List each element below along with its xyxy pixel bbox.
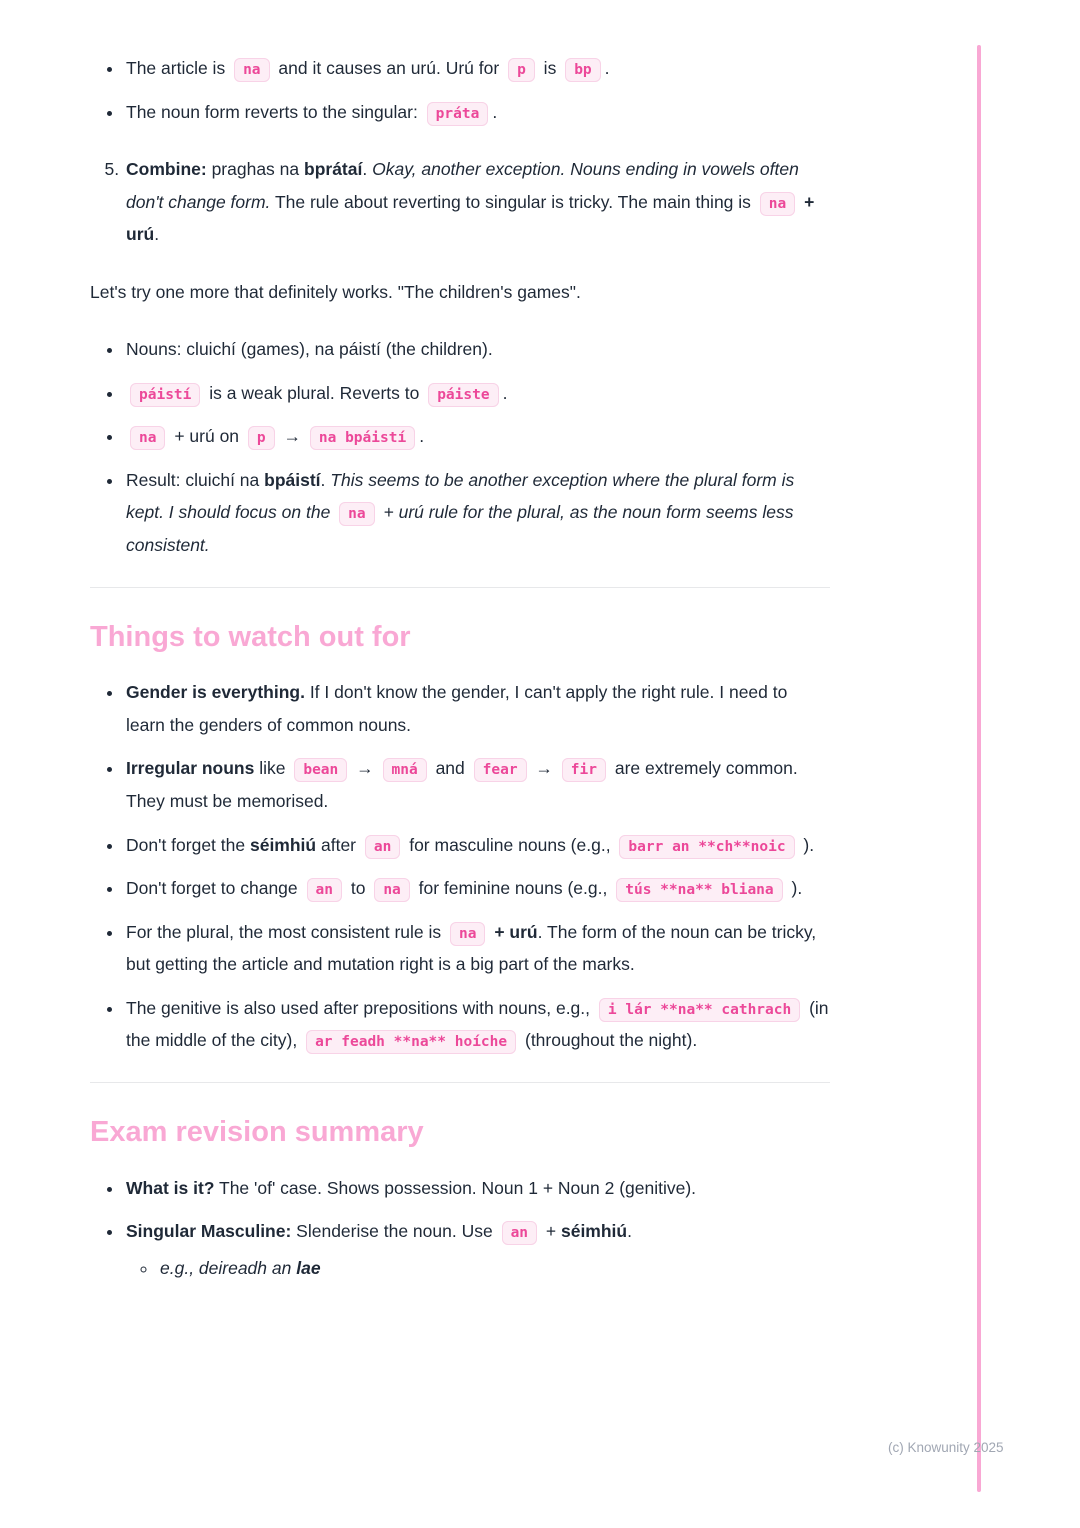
bullet-list — [90, 676, 830, 1056]
inline-code-badge: páiste — [428, 383, 498, 407]
inline-code-badge: fear — [474, 758, 527, 782]
text-run: praghas na — [206, 159, 304, 180]
text-run: Slenderise the noun. Use — [291, 1221, 498, 1242]
text-run: What is it? — [126, 1177, 215, 1198]
list-item — [124, 992, 830, 1057]
list-item — [124, 96, 830, 129]
list-item — [124, 752, 830, 817]
text-run: e.g., deireadh an — [160, 1257, 297, 1278]
text-run: Don't forget to change — [126, 878, 303, 899]
inline-code-badge: páistí — [130, 383, 200, 407]
inline-code-badge: tús **na** bliana — [616, 878, 782, 902]
text-run: + — [541, 1221, 561, 1242]
text-run: . — [419, 426, 425, 447]
text-run: + urú — [126, 191, 815, 245]
numbered-list — [90, 153, 830, 251]
section-heading: Exam revision summary — [90, 1115, 424, 1148]
text-run: . — [604, 58, 610, 78]
text-run: Nouns: cluichí (games), na páistí (the children). — [126, 339, 493, 360]
list-item — [124, 464, 830, 562]
text-run: → — [351, 758, 379, 779]
list-item — [124, 333, 830, 366]
text-run: . — [492, 101, 498, 122]
bullet-list — [90, 333, 830, 561]
list-item — [124, 420, 830, 453]
inline-code-badge: na — [130, 426, 165, 450]
text-run: is — [538, 58, 562, 78]
section-divider — [90, 1082, 830, 1083]
text-run: lae — [296, 1257, 321, 1278]
text-run: The noun form reverts to the singular: — [126, 101, 423, 122]
text-run: This seems to be another exception where the plural form is kept. I should focus on the — [126, 469, 795, 523]
text-run: . — [627, 1221, 632, 1242]
text-run: are extremely common. They must be memorised. — [126, 758, 798, 811]
text-run: after — [316, 834, 361, 855]
text-run: Combine: — [126, 159, 207, 180]
list-item — [124, 829, 830, 862]
list-item — [124, 1215, 830, 1284]
text-run: (in the middle of the city), — [126, 997, 829, 1051]
list-item — [124, 52, 830, 85]
inline-code-badge: an — [365, 835, 400, 859]
list-item — [124, 916, 830, 981]
text-run: + urú on — [169, 426, 244, 447]
inline-code-badge: ar feadh **na** hoíche — [306, 1030, 516, 1054]
inline-code-badge: i lár **na** cathrach — [599, 998, 800, 1022]
inline-code-badge: na bpáistí — [310, 426, 415, 450]
section-divider — [90, 587, 830, 588]
bullet-list — [90, 1172, 830, 1285]
text-run: . — [320, 469, 331, 490]
text-run: bpáistí — [264, 469, 321, 490]
sub-list — [126, 1252, 830, 1285]
inline-code-badge: barr an **ch**noic — [619, 835, 794, 859]
text-run: . — [154, 224, 160, 245]
bullet-list — [90, 52, 830, 128]
text-run: Gender is everything. — [126, 682, 305, 703]
text-run: Singular Masculine: — [126, 1221, 292, 1242]
text-run: ). — [798, 834, 815, 855]
text-run: . — [362, 159, 373, 180]
text-run: Let's try one more that definitely works. "The children's games". — [90, 281, 581, 302]
inline-code-badge: an — [307, 878, 342, 902]
section-heading: Things to watch out for — [90, 620, 411, 653]
text-run: The rule about reverting to singular is tricky. The main thing is — [270, 191, 756, 212]
text-run: like — [254, 758, 291, 779]
text-run: The 'of' case. Shows possession. Noun 1 + Noun 2 (genitive). — [214, 1177, 697, 1198]
text-run: Irregular nouns — [126, 758, 255, 779]
list-item — [124, 153, 830, 251]
text-run: → — [278, 426, 306, 447]
inline-code-badge: p — [508, 58, 535, 82]
text-run: for masculine nouns (e.g., — [404, 834, 616, 855]
list-item — [124, 676, 830, 741]
text-run: Result: cluichí na — [126, 469, 265, 490]
inline-code-badge: mná — [383, 758, 427, 782]
text-run: . The form of the noun can be tricky, but getting the article and mutation right is a big part of the marks. — [126, 921, 817, 975]
list-item — [124, 1172, 830, 1205]
text-run: If I don't know the gender, I can't apply the right rule. I need to learn the genders of common nouns. — [126, 682, 788, 735]
text-run: bprátaí — [304, 159, 363, 180]
text-run: Okay, another exception. Nouns ending in vowels often don't change form. — [126, 159, 799, 212]
text-run: (throughout the night). — [520, 1030, 698, 1051]
inline-code-badge: fir — [562, 758, 606, 782]
sub-list-item — [158, 1252, 830, 1285]
text-run: and — [430, 758, 470, 779]
inline-code-badge: práta — [427, 102, 489, 126]
inline-code-badge: p — [248, 426, 275, 450]
right-accent-line — [977, 45, 981, 1492]
text-run: and it causes an urú. Urú for — [273, 58, 505, 78]
inline-code-badge: na — [760, 192, 795, 216]
text-run: for feminine nouns (e.g., — [413, 878, 613, 899]
list-item — [124, 377, 830, 410]
paragraph — [90, 276, 830, 309]
text-run: ). — [786, 878, 803, 899]
inline-code-badge: bean — [294, 758, 347, 782]
text-run: + urú — [494, 921, 538, 942]
inline-code-badge: bp — [565, 58, 600, 82]
text-run: + urú rule for the plural, as the noun form seems less consistent. — [126, 502, 794, 556]
text-run: → — [530, 758, 558, 779]
inline-code-badge: na — [234, 58, 269, 82]
text-run: Don't forget the — [126, 834, 250, 855]
inline-code-badge: an — [502, 1221, 537, 1245]
inline-code-badge: na — [339, 502, 374, 526]
text-run: to — [345, 878, 371, 899]
footer-credit: (c) Knowunity 2025 — [888, 1440, 1004, 1455]
list-item — [124, 872, 830, 905]
text-run: The genitive is also used after prepositions with nouns, e.g., — [126, 997, 595, 1018]
text-run: The article is — [126, 58, 231, 78]
text-run: séimhiú — [560, 1221, 628, 1242]
inline-code-badge: na — [374, 878, 409, 902]
text-run: séimhiú — [249, 834, 317, 855]
text-run: . — [502, 382, 508, 403]
inline-code-badge: na — [450, 922, 485, 946]
text-run: For the plural, the most consistent rule is — [126, 921, 446, 942]
note-content — [90, 52, 830, 1309]
text-run: is a weak plural. Reverts to — [204, 382, 425, 403]
